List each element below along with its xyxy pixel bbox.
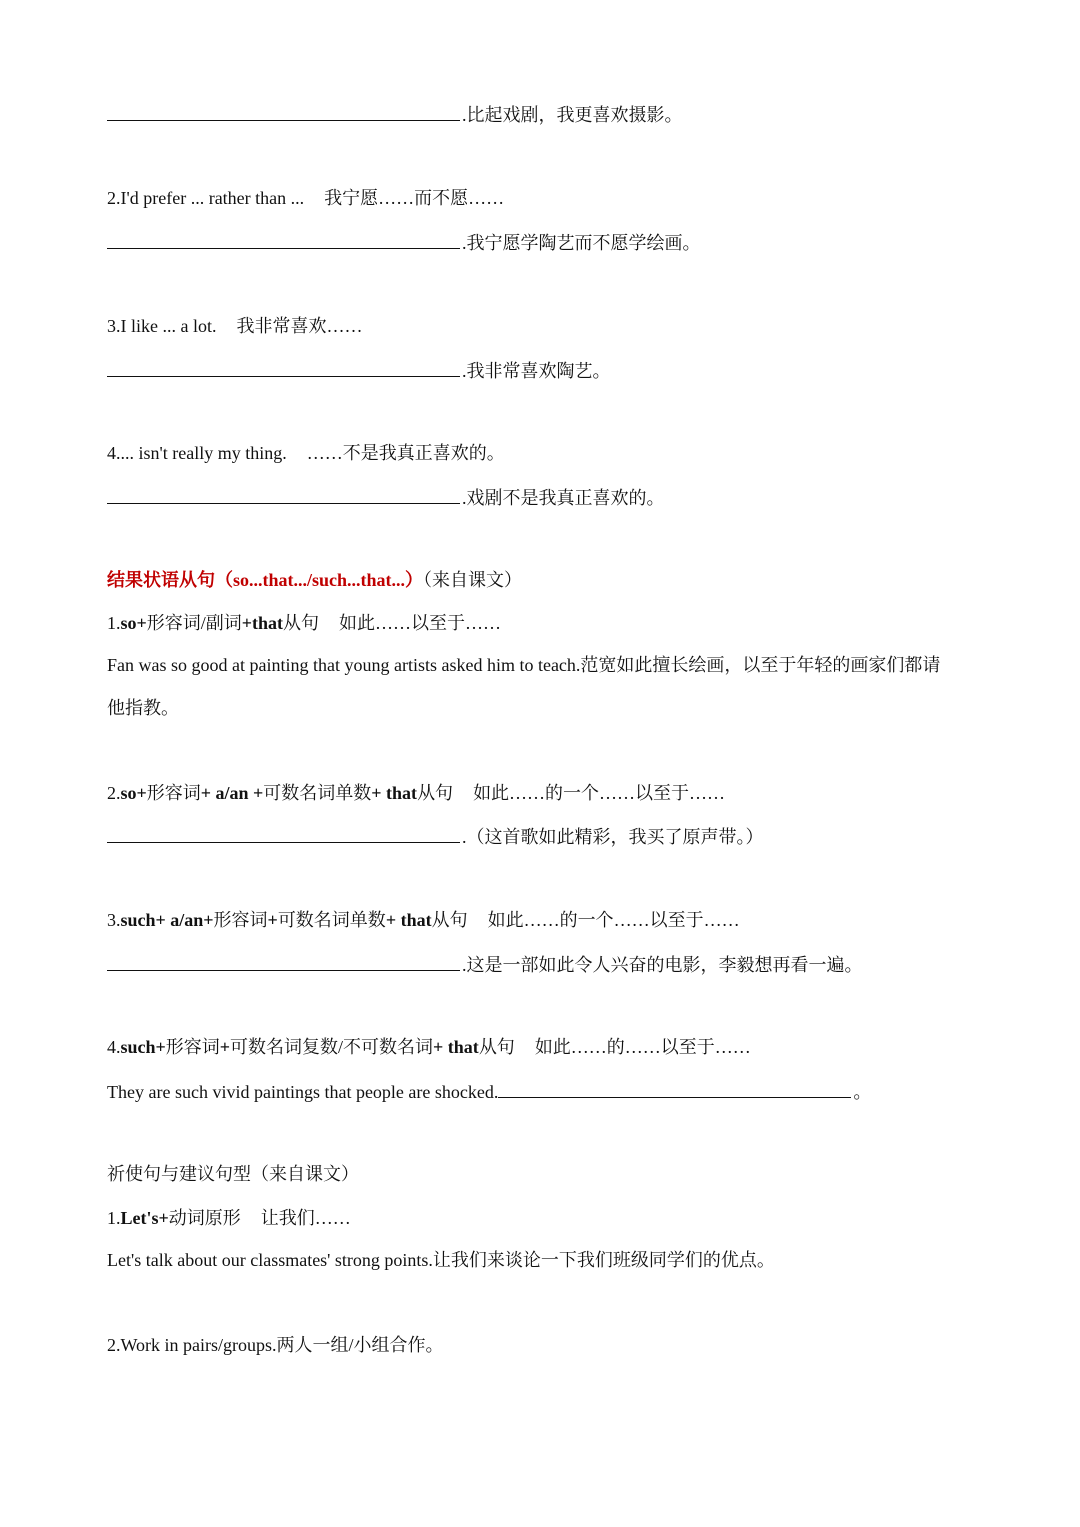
pattern-chinese: ……不是我真正喜欢的。 [306,443,505,463]
answer-blank[interactable] [107,950,460,971]
answer-blank[interactable] [107,356,460,377]
pattern-english: I like ... a lot. [120,316,217,336]
result-pattern-1: 1.so+形容词/副词+that从句 如此……以至于…… [107,613,502,633]
result-example-1-cont: 他指教。 [107,698,179,718]
pattern-chinese: 我非常喜欢…… [236,316,363,336]
answer-line-2 [107,228,701,256]
pattern-english: I'd prefer ... rather than ... [120,188,305,208]
pattern-meaning: 如此……以至于…… [339,613,502,633]
answer-translation: .（这首歌如此精彩，我买了原声带。） [462,827,764,847]
section-title: 结果状语从句（so...that.../such...that...） [107,570,424,590]
result-pattern-2: 2.so+形容词+ a/an +可数名词单数+ that从句 如此……的一个……以至于…… [107,783,726,803]
section-source: （来自课文） [423,570,523,590]
pattern-meaning: 让我们…… [260,1208,351,1228]
answer-line-1 [107,100,683,128]
pattern-english: ... isn't really my thing. [120,443,287,463]
imperative-example-1: Let's talk about our classmates' strong points.让我们来谈论一下我们班级同学们的优点。 [107,1250,775,1270]
answer-blank[interactable] [498,1077,851,1098]
answer-line-3 [107,356,611,384]
result-example-4: They are such vivid paintings that people are shocked. 。 [107,1077,871,1105]
section-heading-imperative: 祈使句与建议句型（来自课文） [107,1164,359,1184]
answer-line-result-2 [107,822,764,850]
answer-blank[interactable] [107,483,460,504]
imperative-pattern-2: 2.Work in pairs/groups.两人一组/小组合作。 [107,1335,444,1355]
answer-blank[interactable] [107,100,460,121]
pattern-meaning: 如此……的……以至于…… [534,1037,751,1057]
result-pattern-3: 3.such+ a/an+形容词+可数名词单数+ that从句 如此……的一个……以至于…… [107,910,740,930]
answer-translation: .戏剧不是我真正喜欢的。 [462,488,665,508]
imperative-pattern-1: 1.Let's+动词原形 让我们…… [107,1208,351,1228]
answer-translation: .我非常喜欢陶艺。 [462,361,611,381]
answer-line-result-3 [107,950,863,978]
pattern-3: 3.I like ... a lot. 我非常喜欢…… [107,316,363,336]
answer-translation: .比起戏剧，我更喜欢摄影。 [462,105,683,125]
pattern-2: 2.I'd prefer ... rather than ... 我宁愿……而不愿…… [107,188,505,208]
answer-blank[interactable] [107,822,460,843]
answer-blank[interactable] [107,228,460,249]
answer-translation: .这是一部如此令人兴奋的电影，李毅想再看一遍。 [462,955,863,975]
pattern-meaning: 如此……的一个……以至于…… [473,783,726,803]
answer-line-4 [107,483,665,511]
section-heading-result-clause [107,567,522,593]
answer-translation: .我宁愿学陶艺而不愿学绘画。 [462,233,701,253]
pattern-meaning: 如此……的一个……以至于…… [487,910,740,930]
result-pattern-4: 4.such+形容词+可数名词复数/不可数名词+ that从句 如此……的……以至于…… [107,1037,751,1057]
pattern-4: 4.... isn't really my thing. ……不是我真正喜欢的。 [107,443,505,463]
result-example-1: Fan was so good at painting that young artists asked him to teach.范宽如此擅长绘画，以至于年轻的画家们都请 [107,655,941,675]
pattern-chinese: 我宁愿……而不愿…… [324,188,505,208]
